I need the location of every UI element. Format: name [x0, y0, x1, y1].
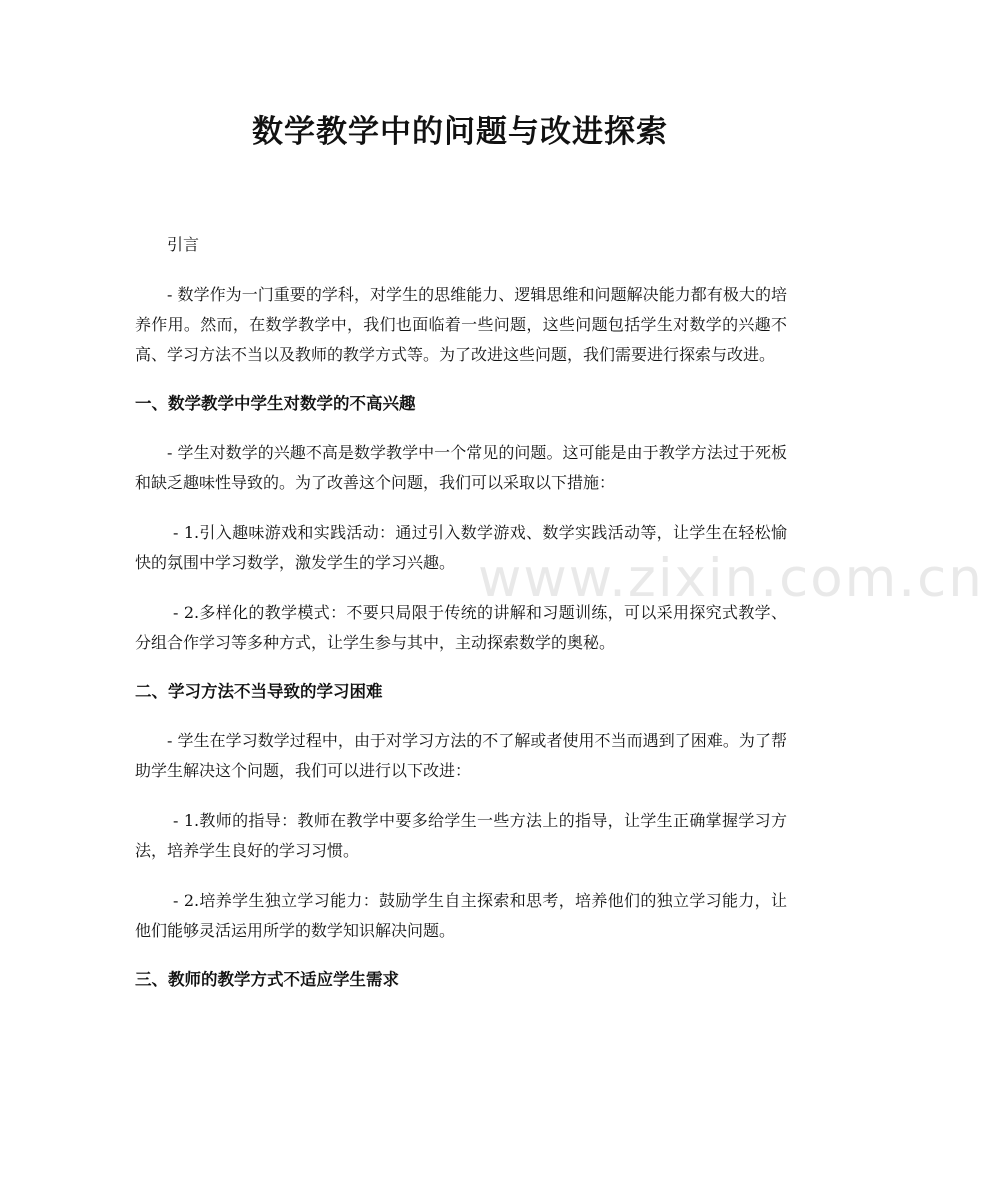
section-2-heading: 二、学习方法不当导致的学习困难	[135, 682, 383, 701]
watermark: www.zixin.com.cn	[478, 548, 984, 609]
document-title: 数学教学中的问题与改进探索	[252, 114, 668, 150]
section-1-paragraph: - 学生对数学的兴趣不高是数学教学中一个常见的问题。这可能是由于教学方法过于死板和缺乏趣味性导致的。为了改善这个问题，我们可以采取以下措施：	[135, 443, 787, 492]
section-2-item-1: - 1.教师的指导：教师在教学中要多给学生一些方法上的指导，让学生正确掌握学习方法，培养学生良好的学习习惯。	[135, 811, 787, 860]
section-1-item-1: - 1.引入趣味游戏和实践活动：通过引入数学游戏、数学实践活动等，让学生在轻松愉快的氛围中学习数学，激发学生的学习兴趣。	[135, 523, 787, 572]
section-2-item-2: - 2.培养学生独立学习能力：鼓励学生自主探索和思考，培养他们的独立学习能力，让他们能够灵活运用所学的数学知识解决问题。	[135, 891, 787, 940]
intro-paragraph: - 数学作为一门重要的学科，对学生的思维能力、逻辑思维和问题解决能力都有极大的培养作用。然而，在数学教学中，我们也面临着一些问题，这些问题包括学生对数学的兴趣不高、学习方法不当以及教师的教学方式等。为了改进这些问题，我们需要进行探索与改进。	[135, 285, 787, 364]
section-3-heading: 三、教师的教学方式不适应学生需求	[135, 970, 399, 989]
section-1-heading: 一、数学教学中学生对数学的不高兴趣	[135, 394, 416, 413]
section-2-paragraph: - 学生在学习数学过程中，由于对学习方法的不了解或者使用不当而遇到了困难。为了帮助学生解决这个问题，我们可以进行以下改进：	[135, 731, 787, 780]
section-1-item-2: - 2.多样化的教学模式：不要只局限于传统的讲解和习题训练，可以采用探究式教学、分组合作学习等多种方式，让学生参与其中，主动探索数学的奥秘。	[135, 603, 787, 652]
intro-label: 引言	[167, 235, 200, 254]
document-body	[135, 230, 787, 995]
